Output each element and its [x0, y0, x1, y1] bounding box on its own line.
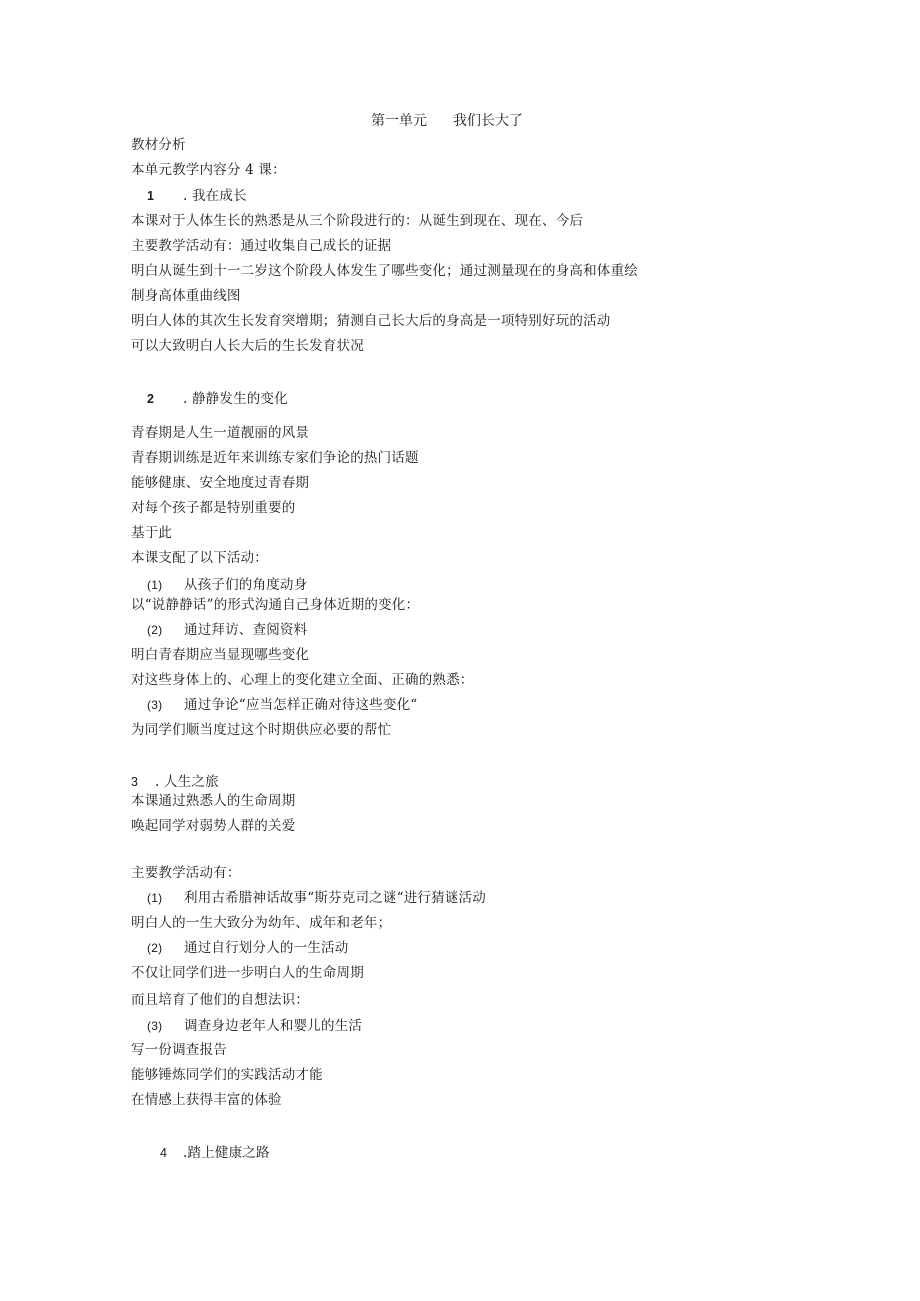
lesson3-line-2: 唤起同学对弱势人群的关爱	[131, 818, 296, 834]
lesson1-line-6: 可以大致明白人长大后的生长发育状况	[131, 338, 364, 354]
lesson1-line-1: 本课对于人体生长的熟悉是从三个阶段进行的：从诞生到现在、现在、今后	[131, 213, 584, 229]
lesson3-item-2-line-1: 不仅让同学们进一步明白人的生命周期	[131, 965, 364, 981]
lesson3-item-3-line-1: 写一份调查报告	[131, 1042, 227, 1058]
lesson3-item-3-number: (3)	[147, 1019, 163, 1033]
lesson3-item-3	[147, 1017, 362, 1035]
lesson2-line-1: 青春期是人生一道靓丽的风景	[131, 425, 310, 441]
lesson2-line-4: 对每个孩子都是特别重要的	[131, 500, 296, 516]
lesson1-line-2: 主要教学活动有：通过收集自己成长的证据	[131, 238, 392, 254]
unit-title	[371, 112, 523, 130]
intro-line: 本单元教学内容分 4 课：	[131, 162, 286, 178]
lesson1-heading	[147, 187, 247, 205]
lesson2-line-3: 能够健康、安全地度过青春期	[131, 475, 310, 491]
lesson2-item-1-number: (1)	[147, 578, 163, 592]
lesson1-line-4: 制身高体重曲线图	[131, 288, 241, 304]
unit-title-number: 第一单元	[371, 113, 427, 129]
lesson4-heading	[160, 1144, 270, 1162]
lesson3-item-3-text: 调查身边老年人和婴儿的生活	[184, 1018, 363, 1034]
lesson4-title: .踏上健康之路	[183, 1145, 270, 1161]
lesson3-number: 3	[131, 775, 139, 789]
lesson2-item-3	[147, 696, 417, 714]
lesson3-item-2-text: 通过自行划分人的一生活动	[184, 940, 349, 956]
lesson2-item-1-text: 从孩子们的角度动身	[184, 577, 308, 593]
lesson2-heading	[147, 390, 288, 408]
lesson3-item-1-text: 利用古希腊神话故事“斯芬克司之谜“进行猜谜活动	[184, 890, 486, 906]
lesson3-item-2-number: (2)	[147, 941, 163, 955]
lesson1-line-5: 明白人体的其次生长发育突增期；猜测自己长大后的身高是一项特别好玩的活动	[131, 313, 611, 329]
lesson3-title: . 人生之旅	[155, 774, 219, 790]
lesson2-item-3-text: 通过争论“应当怎样正确对待这些变化“	[184, 697, 418, 713]
lesson2-item-1	[147, 576, 307, 594]
analysis-heading: 教材分析	[131, 137, 186, 153]
lesson3-line-1: 本课通过熟悉人的生命周期	[131, 793, 296, 809]
lesson3-item-1-line: 明白人的一生大致分为幼年、成年和老年；	[131, 915, 392, 931]
lesson2-item-1-line: 以“说静静话”的形式沟通自己身体近期的变化：	[131, 597, 420, 613]
lesson3-heading	[131, 773, 219, 791]
lesson3-item-3-line-2: 能够锤炼同学们的实践活动才能	[131, 1067, 323, 1083]
lesson2-line-2: 青春期训练是近年来训练专家们争论的热门话题	[131, 450, 419, 466]
lesson1-number: 1	[147, 189, 155, 203]
lesson2-item-2	[147, 621, 307, 639]
lesson3-activities-heading: 主要教学活动有：	[131, 865, 241, 881]
unit-title-name: 我们长大了	[453, 113, 523, 129]
lesson2-title: . 静静发生的变化	[183, 391, 288, 407]
lesson2-line-5: 基于此	[131, 525, 173, 541]
lesson2-item-2-number: (2)	[147, 623, 163, 637]
lesson2-item-3-number: (3)	[147, 698, 163, 712]
lesson1-line-3: 明白从诞生到十一二岁这个阶段人体发生了哪些变化；通过测量现在的身高和体重绘	[131, 263, 638, 279]
lesson2-item-2-line-1: 明白青春期应当显现哪些变化	[131, 647, 310, 663]
lesson3-item-2	[147, 939, 348, 957]
lesson2-item-3-line: 为同学们顺当度过这个时期供应必要的帮忙	[131, 722, 392, 738]
lesson3-item-1	[147, 889, 486, 907]
lesson3-item-2-line-2: 而且培育了他们的自想法识：	[131, 992, 310, 1008]
lesson2-number: 2	[147, 392, 155, 406]
lesson2-line-6: 本课支配了以下活动：	[131, 550, 268, 566]
lesson2-item-2-line-2: 对这些身体上的、心理上的变化建立全面、正确的熟悉：	[131, 672, 474, 688]
lesson4-number: 4	[160, 1146, 168, 1160]
lesson2-item-2-text: 通过拜访、查阅资料	[184, 622, 308, 638]
lesson1-title: . 我在成长	[183, 188, 247, 204]
lesson3-item-1-number: (1)	[147, 891, 163, 905]
lesson3-item-3-line-3: 在情感上获得丰富的体验	[131, 1092, 282, 1108]
